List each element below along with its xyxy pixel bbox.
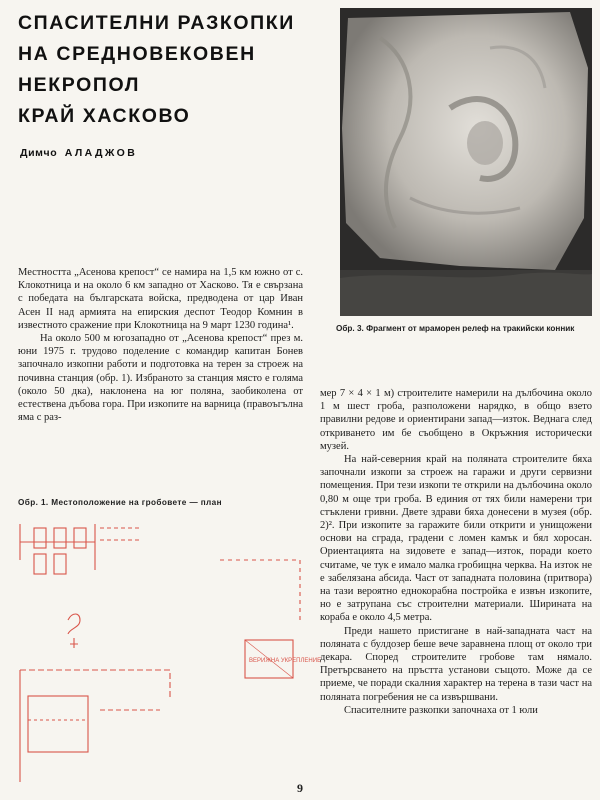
author-first-name: Димчо	[20, 147, 58, 159]
paragraph: На най-северния край на поляната строителите бяха започнали изкопи за строеж на гаражи и други сервизни помещения. При тези изкопи те открили на дълбочина около 0,80 м още три гроба. В единия от тях били намерени три стъклени гривни. Двете здрави бяха донесени в музея (обр. 2)². При изкопите за гаражите били открити и унищожени основи на сграда, градени с ломен камък и бял хоросан. Ориентацията на зидовете е запад—изток, поради което считаме, че тук е имало малка гробищна черква. На изток не е забелязана абсида. Част от западната половина (притвора) на тази вероятно еднокорабна постройка е извън изкопите, но е затрупана със строителни материали. Ширината на кораба е около 4,5 метра.	[320, 454, 592, 624]
relief-photo-image	[340, 8, 592, 316]
left-column-text	[18, 266, 303, 424]
relief-photo	[340, 8, 592, 316]
plan-dashed-line	[20, 670, 170, 698]
figure3-caption: Обр. 3. Фрагмент от мраморен релеф на тракийски конник	[336, 324, 575, 333]
plan-dashed-line	[100, 528, 140, 540]
title-line-2: НА СРЕДНОВЕКОВЕН	[18, 43, 256, 65]
paragraph: Спасителните разкопки започнаха от 1 юли	[344, 704, 538, 716]
figure1-caption: Обр. 1. Местоположение на гробовете — план	[18, 498, 222, 507]
plan-grave	[74, 528, 86, 548]
page-number: 9	[297, 781, 303, 795]
plan-enclosure	[28, 696, 88, 752]
paragraph: Преди нашето пристигане в най-западната част на поляната с булдозер беше вече заравнена площ от около три декара. Според строителите гробове там нямало. Претърсването на пръстта установи същото. Може да се приеме, че поради скалния характер на терена в тази част на поляната погребения не са извършвани.	[320, 625, 592, 703]
plan-label: ВЕРИЖНА УКРЕПЛЕНИЕ	[249, 658, 322, 664]
paragraph: мер 7 × 4 × 1 м) строителите намерили на дълбочина около 1 м шест гроба, разположени нарядко, в общо взето правилни редове и ориентирани запад—изток. Веднага след откриването им бе съобщено в Окръжния исторически музей.	[320, 388, 592, 452]
title-line-3: НЕКРОПОЛ	[18, 74, 141, 96]
right-column-text	[320, 387, 592, 717]
author-byline	[20, 147, 137, 159]
plan-grave	[54, 554, 66, 574]
plan-symbol	[70, 638, 78, 648]
site-plan-drawing	[0, 520, 322, 782]
plan-grave	[54, 528, 66, 548]
article-title	[18, 8, 318, 132]
paragraph: Местността „Асенова крепост“ се намира на 1,5 км южно от с. Клокотница и на около 6 км западно от Хасково. Тя е свързана с победата на българската войска, предводена от цар Иван Асен II над армията на епирския деспот Теодор Комнин в известното сражение при Клокотница на 9 март 1230 година¹.	[18, 267, 303, 331]
plan-grave	[34, 528, 46, 548]
plan-wall	[20, 524, 95, 570]
author-last-name: АЛАДЖОВ	[64, 147, 138, 159]
plan-grave	[34, 554, 46, 574]
paragraph: На около 500 м югозападно от „Асенова крепост“ през м. юни 1975 г. трудово поделение с командир капитан Бонев започнало изкопни работи и подготовка на терен за строеж на почивна станция (обр. 1). Избраното за станция място е голяма (около 50 дка), наклонена на юг поляна, заобиколена от естествена дъбова гора. При изкопите на варница (правоъгълна яма с раз-	[18, 333, 303, 424]
title-line-4: КРАЙ ХАСКОВО	[18, 105, 191, 127]
plan-symbol	[68, 614, 80, 634]
title-line-1: СПАСИТЕЛНИ РАЗКОПКИ	[18, 12, 295, 34]
